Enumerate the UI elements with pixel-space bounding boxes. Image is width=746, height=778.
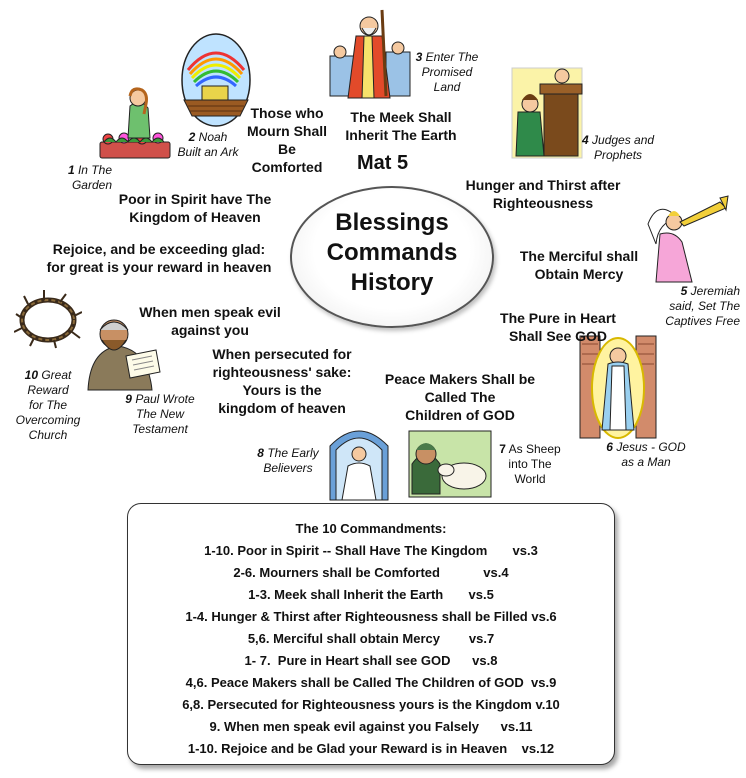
- crown-of-thorns-illustration: [14, 288, 82, 350]
- blessing-speak-evil: When men speak evil against you: [139, 304, 281, 338]
- commandment-row: 2-6. Mourners shall be Comforted vs.4: [233, 565, 509, 580]
- commandment-row: 5,6. Merciful shall obtain Mercy vs.7: [247, 631, 495, 646]
- history-1: 1 In The Garden: [67, 163, 112, 192]
- blessing-poor-in-spirit: Poor in Spirit have The Kingdom of Heaven: [118, 191, 272, 225]
- history-7: 7 As Sheep into The World: [499, 442, 561, 486]
- blessing-rejoice: Rejoice, and be exceeding glad: for great is your reward in heaven: [46, 241, 272, 275]
- commandment-row: 1-10. Poor in Spirit -- Shall Have The Kingdom vs.3: [204, 543, 538, 558]
- commandment-row: 1-4. Hunger & Thirst after Righteousness shall be Filled vs.6: [185, 609, 557, 624]
- blessing-pure-in-heart: The Pure in Heart Shall See GOD: [500, 310, 616, 344]
- history-6: 6 Jesus - GOD as a Man: [606, 440, 686, 469]
- blessing-hunger: Hunger and Thirst after Righteousness: [465, 177, 621, 211]
- commandment-row: 6,8. Persecuted for Righteousness yours is the Kingdom v.10: [182, 697, 560, 712]
- blessing-merciful: The Merciful shall Obtain Mercy: [519, 248, 639, 282]
- commandment-row: 1- 7. Pure in Heart shall see GOD vs.8: [244, 653, 498, 668]
- blessing-meek: The Meek Shall Inherit The Earth: [345, 109, 457, 143]
- jesus-illustration: [578, 330, 658, 442]
- commandment-row: 9. When men speak evil against you Falsely vs.11: [209, 719, 533, 734]
- commandments-heading: The 10 Commandments:: [295, 521, 447, 536]
- moses-illustration: [328, 6, 412, 100]
- center-commands: Commands: [326, 239, 458, 266]
- history-8: 8 The Early Believers: [257, 446, 319, 475]
- early-believers-illustration: [328, 422, 390, 502]
- commandment-row: 1-10. Rejoice and be Glad your Reward is in Heaven vs.12: [187, 741, 555, 756]
- commandments-box: [127, 503, 615, 765]
- history-9: 9 Paul Wrote The New Testament: [125, 392, 195, 436]
- history-10: 10 Great Reward for The Overcoming Church: [15, 368, 81, 442]
- history-5: 5 Jeremiah said, Set The Captives Free: [665, 284, 740, 328]
- commandment-row: 1-3. Meek shall Inherit the Earth vs.5: [248, 587, 494, 602]
- commandment-row: 4,6. Peace Makers shall be Called The Children of GOD vs.9: [185, 675, 557, 690]
- blessing-peace-makers: Peace Makers Shall be Called The Children of GOD: [384, 371, 536, 423]
- man-with-sheep-illustration: [408, 430, 492, 498]
- blessing-persecuted: When persecuted for righteousness' sake: Yours is the kingdom of heaven: [212, 346, 352, 416]
- history-4: 4 Judges and Prophets: [582, 133, 655, 162]
- center-history: History: [350, 269, 434, 296]
- history-2: 2 Noah Built an Ark: [177, 130, 239, 159]
- center-blessings: Blessings: [335, 209, 449, 236]
- page-title: Mat 5: [357, 152, 409, 174]
- history-3: 3 Enter The Promised Land: [415, 50, 479, 94]
- blessing-mourn: Those who Mourn Shall Be Comforted: [246, 105, 328, 175]
- judge-podium-illustration: [510, 66, 584, 160]
